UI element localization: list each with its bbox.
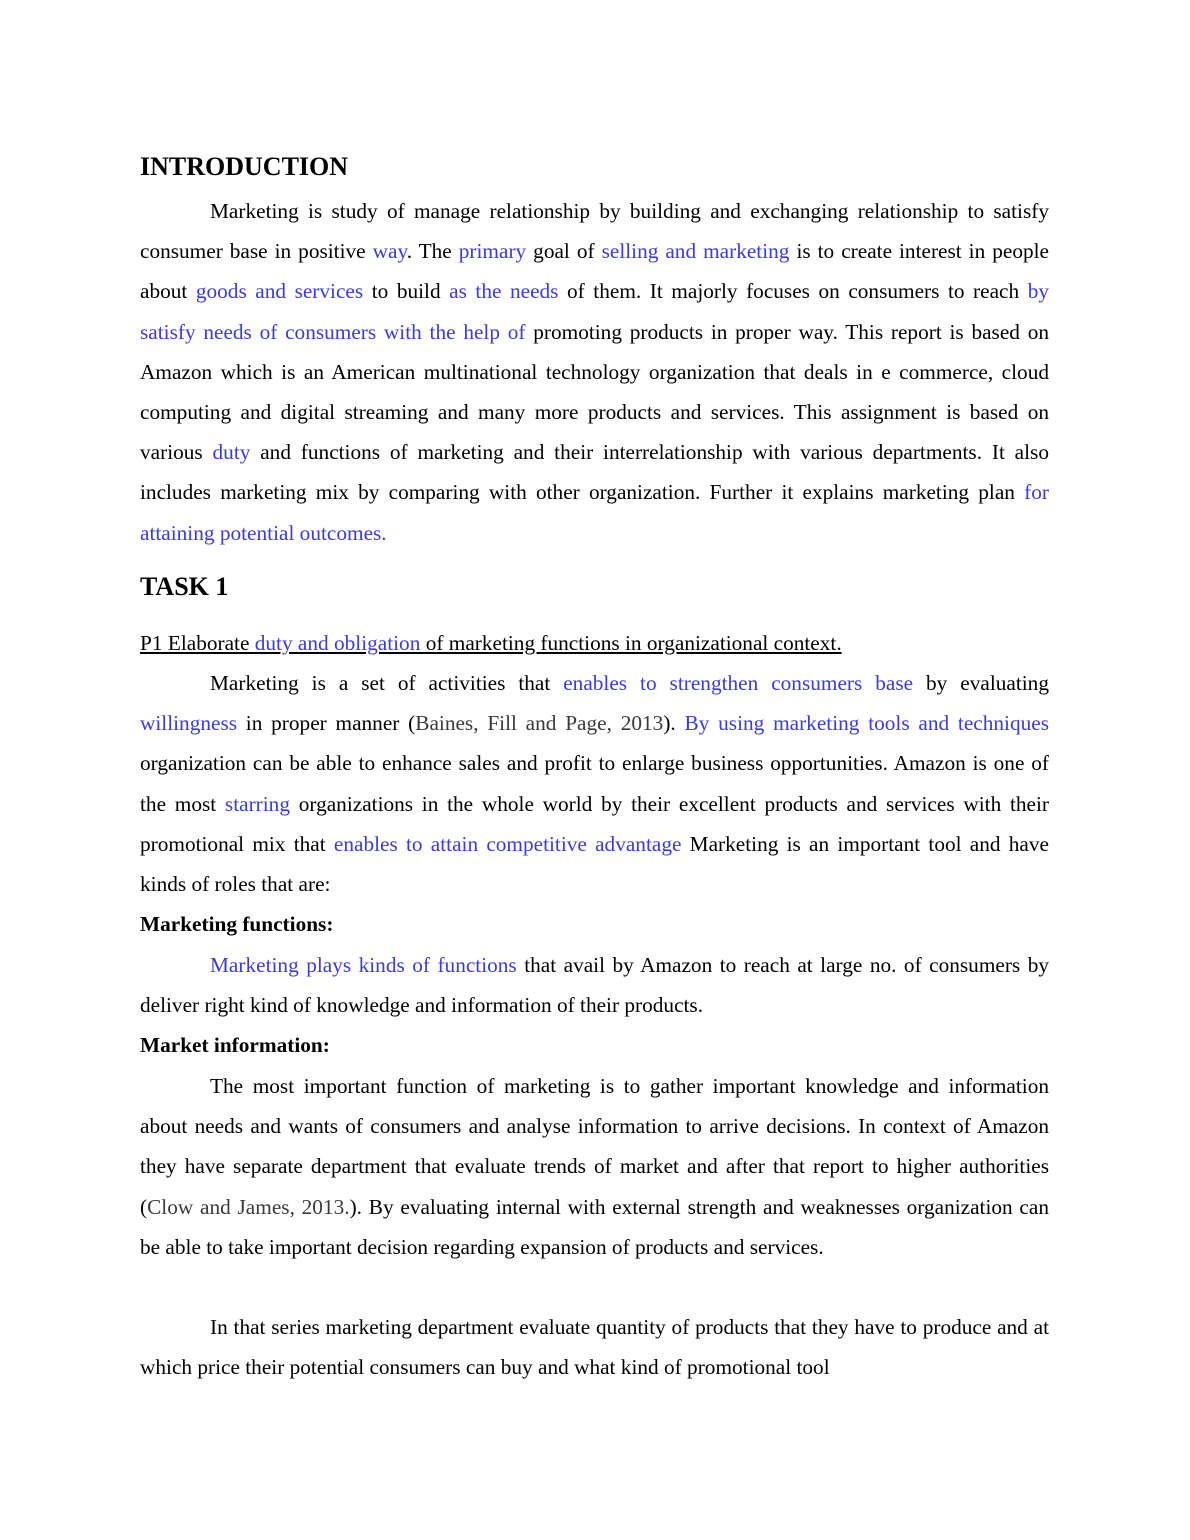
highlighted-text: way [372,239,407,264]
marketing-activities-paragraph [140,663,1049,904]
text-run: is to create interest in people about [140,239,1050,304]
highlighted-text: Marketing plays kinds of functions [210,953,517,977]
highlighted-text: enables to attain competitive advantage [333,831,682,856]
p1-task-title [140,623,842,663]
marketing-functions-paragraph [140,945,1049,1025]
highlighted-text: as the needs [449,279,559,304]
text-run: of them. It majorly focuses on consumers to reach [558,279,1028,304]
highlighted-text: by satisfy needs of consumers with the help of [140,279,1049,344]
highlighted-text: enables to strengthen consumers base [563,671,914,695]
highlighted-text: duty [212,440,251,465]
text-run: The most important function of marketing is to gather important knowledge and information about needs and wants of consumers and analyse information to arrive decisions. In context of Amazon they have separate department that evaluate trends of market and after that report to higher authorities ( [140,1074,1049,1219]
highlighted-text: starring [224,791,290,816]
introduction-heading: INTRODUCTION [140,152,349,181]
citation: Baines, Fill and Page, 2013 [415,711,664,736]
text-run: and functions of marketing and their interrelationship with various departments. It also includes marketing mix by comparing with other organization. Further it explains marketing plan [140,440,1049,505]
text-run: Marketing is a set of activities that [210,671,564,695]
market-information-heading: Market information: [140,1033,330,1057]
highlighted-text: willingness [140,711,238,736]
text-run: that avail by Amazon to reach at large no. of consumers by deliver right kind of knowledge and information of their products. [140,953,1049,1018]
text-run: of marketing functions in organizational context. [425,631,842,655]
task1-heading: TASK 1 [140,572,229,601]
marketing-functions-heading: Marketing functions: [140,912,334,936]
text-run: organization can be able to enhance sales and profit to enlarge business opportunities. Amazon is one of the most [140,751,1049,816]
highlighted-text: for attaining potential outcomes. [140,480,1049,545]
highlighted-text: goods and services [195,279,364,304]
text-run: ). [663,711,685,736]
highlighted-text: By using marketing tools and techniques [684,711,1049,736]
highlighted-text: selling and marketing [601,239,790,264]
text-run: ). By evaluating internal with external strength and weaknesses organization can be able to take important decision regarding expansion of products and services. [140,1194,1049,1259]
text-run: . The [406,239,459,264]
highlighted-text: primary [458,239,527,264]
introduction-paragraph [140,191,1049,553]
text-run: P1 Elaborate [140,631,255,655]
text-run: in proper manner ( [237,711,416,736]
highlighted-text: duty and obligation [254,631,426,655]
text-run: by evaluating [913,671,1049,695]
text-run: promoting products in proper way. This report is based on Amazon which is an American multinational technology organization that deals in e commerce, cloud computing and digital streaming and many more products and services. This assignment is based on various [140,319,1049,465]
text-run: organizations in the whole world by their excellent products and services with their promotional mix that [140,791,1049,856]
text-run: Marketing is study of manage relationship by building and exchanging relationship to satisfy consumer base in positive [140,199,1049,264]
market-information-paragraph [140,1066,1049,1267]
marketing-department-paragraph: In that series marketing department evaluate quantity of products that they have to produce and at which price their potential consumers can buy and what kind of promotional tool [140,1315,1049,1380]
text-run: Marketing is an important tool and have kinds of roles that are: [140,831,1049,897]
text-run: goal of [526,239,602,264]
text-run: to build [363,279,450,304]
citation: Clow and James, 2013. [147,1194,350,1219]
